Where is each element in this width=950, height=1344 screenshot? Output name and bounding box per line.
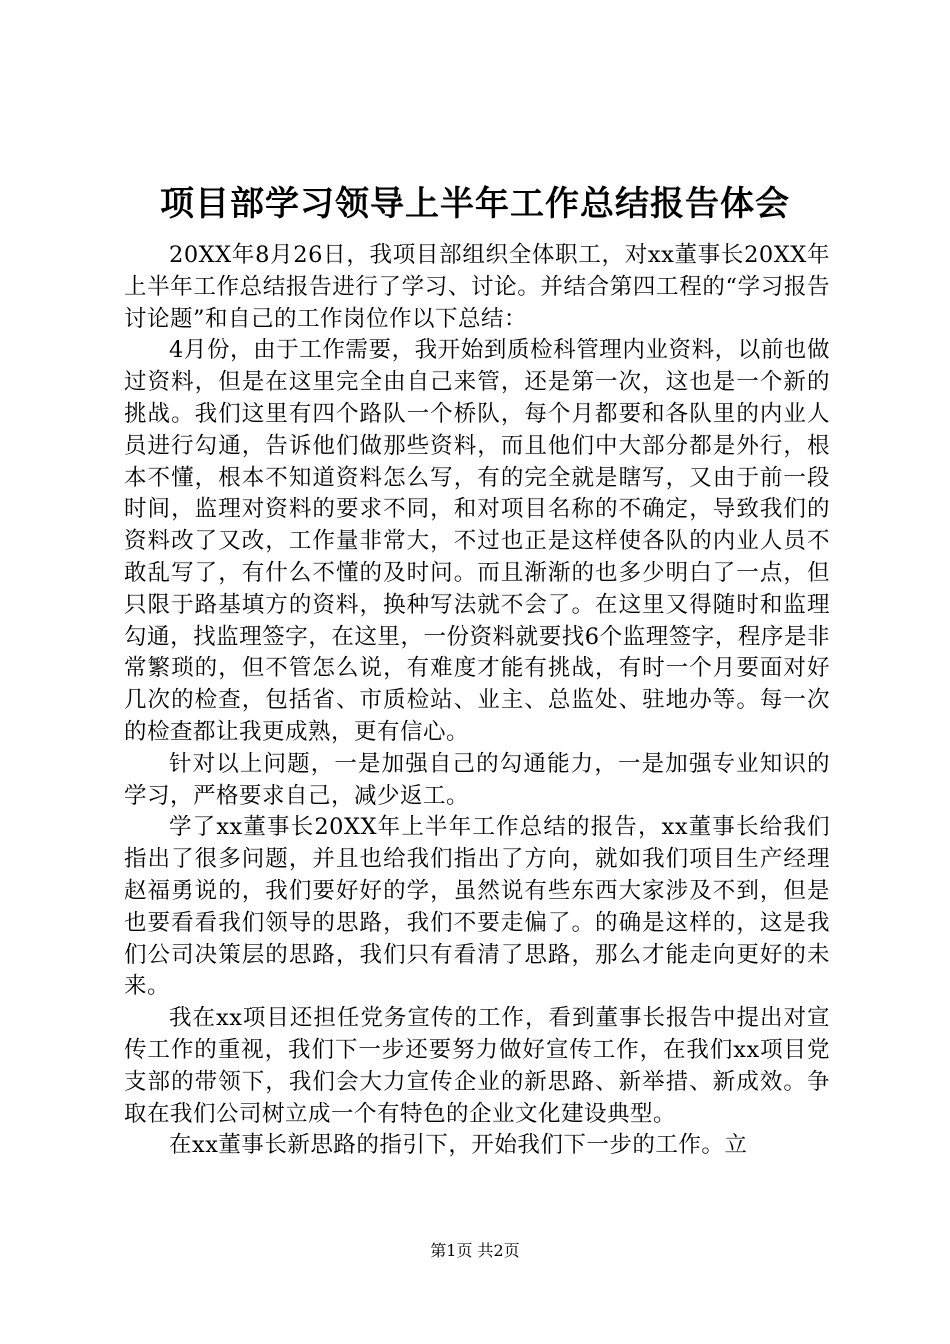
paragraph-3: 针对以上问题，一是加强自己的勾通能力，一是加强专业知识的学习，严格要求自己，减少返工。 [124, 750, 830, 809]
document-title: 项目部学习领导上半年工作总结报告体会 [160, 184, 790, 224]
paragraph-5: 我在xx项目还担任党务宣传的工作，看到董事长报告中提出对宣传工作的重视，我们下一步还要努力做好宣传工作，在我们xx项目党支部的带领下，我们会大力宣传企业的新思路、新举措、新成效。争取在我们公司树立成一个有特色的企业文化建设典型。 [124, 1005, 830, 1127]
paragraph-6: 在xx董事长新思路的指引下，开始我们下一步的工作。立 [169, 1132, 748, 1159]
paragraph-2: 4月份，由于工作需要，我开始到质检科管理内业资料，以前也做过资料，但是在这里完全由自己来管，还是第一次，这也是一个新的挑战。我们这里有四个路队一个桥队，每个月都要和各队里的内业人员进行勾通，告诉他们做那些资料，而且他们中大部分都是外行，根本不懂，根本不知道资料怎么写，有的完全就是瞎写，又由于前一段时间，监理对资料的要求不同，和对项目名称的不确定，导致我们的资料改了又改，工作量非常大，不过也正是这样使各队的内业人员不敢乱写了，有什么不懂的及时问。而且渐渐的也多少明白了一点，但只限于路基填方的资料，换种写法就不会了。在这里又得随时和监理勾通，找监理签字，在这里，一份资料就要找6个监理签字，程序是非常繁琐的，但不管怎么说，有难度才能有挑战，有时一个月要面对好几次的检查，包括省、市质检站、业主、总监处、驻地办等。每一次的检查都让我更成熟，更有信心。 [124, 337, 830, 745]
paragraph-1: 20XX年8月26日，我项目部组织全体职工，对xx董事长20XX年上半年工作总结报告进行了学习、讨论。并结合第四工程的“学习报告讨论题”和自己的工作岗位作以下总结： [124, 242, 830, 332]
paragraph-4: 学了xx董事长20XX年上半年工作总结的报告，xx董事长给我们指出了很多问题，并且也给我们指出了方向，就如我们项目生产经理赵福勇说的，我们要好好的学，虽然说有些东西大家涉及不到，但是也要看看我们领导的思路，我们不要走偏了。的确是这样的，这是我们公司决策层的思路，我们只有看清了思路，那么才能走向更好的未来。 [124, 814, 830, 1000]
document-body [124, 240, 830, 1162]
page-number-footer: 第1页 共2页 [430, 1241, 520, 1260]
